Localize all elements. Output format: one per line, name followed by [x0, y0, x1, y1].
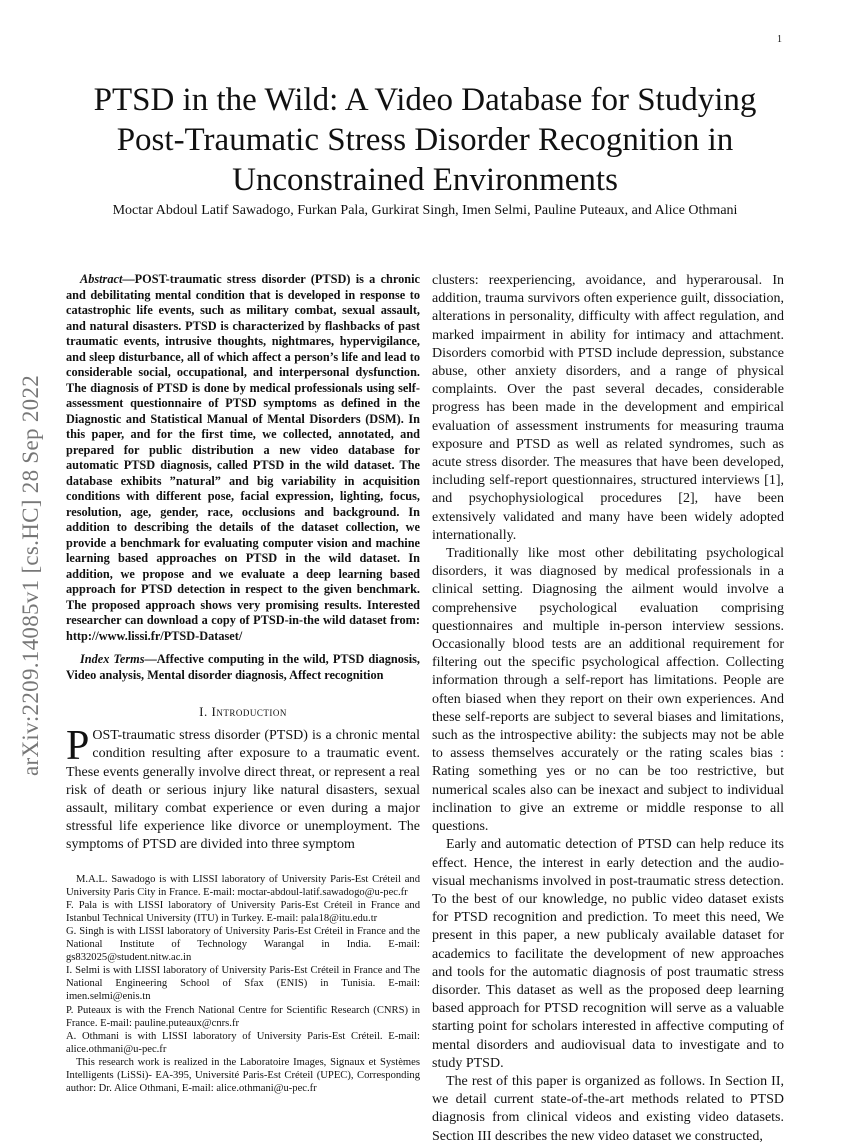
- index-terms-label: Index Terms: [80, 652, 145, 666]
- index-terms-text: —Affective computing in the wild, PTSD diagnosis, Video analysis, Mental disorder diagnosis, Affect recognition: [66, 652, 420, 682]
- paper-title: PTSD in the Wild: A Video Database for Studying Post-Traumatic Stress Disorder Recognition in Unconstrained Environments: [93, 82, 757, 198]
- body-paragraph: Early and automatic detection of PTSD can help reduce its effect. Hence, the interest in early detection and the audio-visual mechanisms involved in post-traumatic stress detection. To the best of our knowledge, no public video dataset exists for PTSD recognition and prediction. To meet this need, We present in this paper, a new publicaly available dataset for academics to facilitate the development of new approaches and tools for the automatic diagnosis of post traumatic stress disorder. This dataset as well as the proposed deep learning based approach for PTSD recognition will serve as a valuable starting point for scholars interested in affective computing of mental disorders and audiovisual data to investigate and to study PTSD.: [432, 837, 784, 1071]
- arxiv-stamp-text: arXiv:2209.14085v1 [cs.HC] 28 Sep 2022: [18, 374, 43, 776]
- left-column: [66, 272, 420, 1095]
- section-title: Introduction: [211, 704, 287, 719]
- abstract-label: Abstract: [80, 272, 123, 286]
- page-number: 1: [777, 34, 782, 45]
- body-paragraph: Traditionally like most other debilitating psychological disorders, it was diagnosed by medical professionals in a clinical setting. Diagnosing the ailment would involve a comprehensive psychological evaluation comprising questionnaires and multiple in-person interview sessions. Occasionally blood tests are an additional requirement for filtering out the specific psychological affection. Collecting information through a self-report has limitations. People are often biased when they report on their own experiences. And these self-reports are subject to several biases and limitations, such as the introspective ability: the subjects may not be able to assess themselves accurately or the rating scales bias : Rating something yes or no can be too restrictive, but numerical scales also can be inexact and subject to individual inclination to give an extreme or middle response to all questions.: [432, 546, 784, 835]
- footnote: G. Singh is with LISSI laboratory of University Paris-Est Créteil in France and the National Institute of Technology Warangal in India. E-mail: gs832025@student.nitw.ac.in: [66, 926, 420, 964]
- abstract: [66, 272, 420, 644]
- footnote: A. Othmani is with LISSI laboratory of University Paris-Est Créteil. E-mail: alice.othmani@u-pec.fr: [66, 1030, 420, 1055]
- footnote: M.A.L. Sawadogo is with LISSI laboratory of University Paris-Est Créteil and University Paris City in France. E-mail: moctar-abdoul-latif.sawadogo@u-pec.fr: [66, 873, 420, 898]
- footnote: I. Selmi is with LISSI laboratory of University Paris-Est Créteil in France and The National Engineering School of Sfax (ENIS) in Tunisia. E-mail: imen.selmi@enis.tn: [66, 965, 420, 1003]
- author-footnotes: [66, 873, 420, 1096]
- footnote: F. Pala is with LISSI laboratory of University Paris-Est Créteil in France and Istanbul Technical University (ITU) in Turkey. E-mail: pala18@itu.edu.tr: [66, 899, 420, 924]
- section-heading: [66, 703, 420, 721]
- abstract-text: —POST-traumatic stress disorder (PTSD) is a chronic and debilitating mental condition that is developed in response to catastrophic life events, such as military combat, sexual assault, and natural disasters. PTSD is characterized by flashbacks of past traumatic events, intrusive thoughts, nightmares, hypervigilance, and sleep disturbance, all of which affect a person’s life and lead to considerable social, occupational, and interpersonal dysfunction. The diagnosis of PTSD is done by medical professionals using self-assessment questionnaire of PTSD symptoms as defined in the Diagnostic and Statistical Manual of Mental Disorders (DSM). In this paper, and for the first time, we collected, annotated, and prepared for public distribution a new video database for automatic PTSD diagnosis, called PTSD in the wild dataset. The database exhibits ”natural” and big variability in acquisition conditions with different pose, facial expression, lighting, focus, resolution, age, gender, race, occlusions and background. In addition to describing the details of the dataset collection, we provide a benchmark for evaluating computer vision and machine learning based approaches on PTSD in the wild dataset. In addition, we propose and we evaluate a deep learning based approach for PTSD detection in respect to the given benchmark. The proposed approach shows very promising results. Interested researcher can download a copy of PTSD-in-the wild dataset from: http://www.lissi.fr/PTSD-Dataset/: [66, 272, 420, 643]
- body-paragraph: The rest of this paper is organized as follows. In Section II, we detail current state-of-the-art methods related to PTSD diagnosis from clinical videos and existing video datasets. Section III describes the new video dataset we constructed,: [432, 1073, 784, 1144]
- drop-cap: P: [66, 723, 90, 770]
- footnote: P. Puteaux is with the French National Centre for Scientific Research (CNRS) in France. E-mail: pauline.puteaux@cnrs.fr: [66, 1004, 420, 1029]
- right-column: [432, 272, 784, 1146]
- section-number: I.: [199, 704, 208, 719]
- intro-paragraph: [66, 723, 420, 854]
- footnote: This research work is realized in the Laboratoire Images, Signaux et Systèmes Intelligents (LiSSi)- EA-395, Université Paris-Est Créteil (UPEC), Corresponding author: Dr. Alice Othmani, E-mail: alice.othmani@u-pec.fr: [66, 1056, 420, 1095]
- author-list: Moctar Abdoul Latif Sawadogo, Furkan Pala, Gurkirat Singh, Imen Selmi, Pauline Puteaux, and Alice Othmani: [112, 203, 738, 218]
- arxiv-stamp: [18, 296, 53, 776]
- body-paragraph: clusters: reexperiencing, avoidance, and hyperarousal. In addition, trauma survivors often experience guilt, dissociation, alterations in personality, difficulty with affect regulation, and marked impairment in ability for intimacy and attachment. Disorders comorbid with PTSD include depression, substance abuse, other anxiety disorders, and a range of physical complaints. Over the past several decades, considerable progress has been made in the development and empirical evaluation of assessment instruments for measuring trauma exposure and PTSD as well as related syndromes, such as acute stress disorder. The measures that have been developed, including self-report questionnaires, structured interviews [1], and psychophysiological procedures [2], have been extensively validated and many have been widely adopted internationally.: [432, 273, 784, 543]
- index-terms: [66, 652, 420, 683]
- intro-text: OST-traumatic stress disorder (PTSD) is a chronic mental condition resulting after exposure to a traumatic event. These events generally involve direct threat, or represent a real risk of death or serious injury like natural disasters, sexual assault, military combat experience or even during a major stressful life experience like divorce or unemployment. The symptoms of PTSD are divided into three symptom: [66, 728, 420, 853]
